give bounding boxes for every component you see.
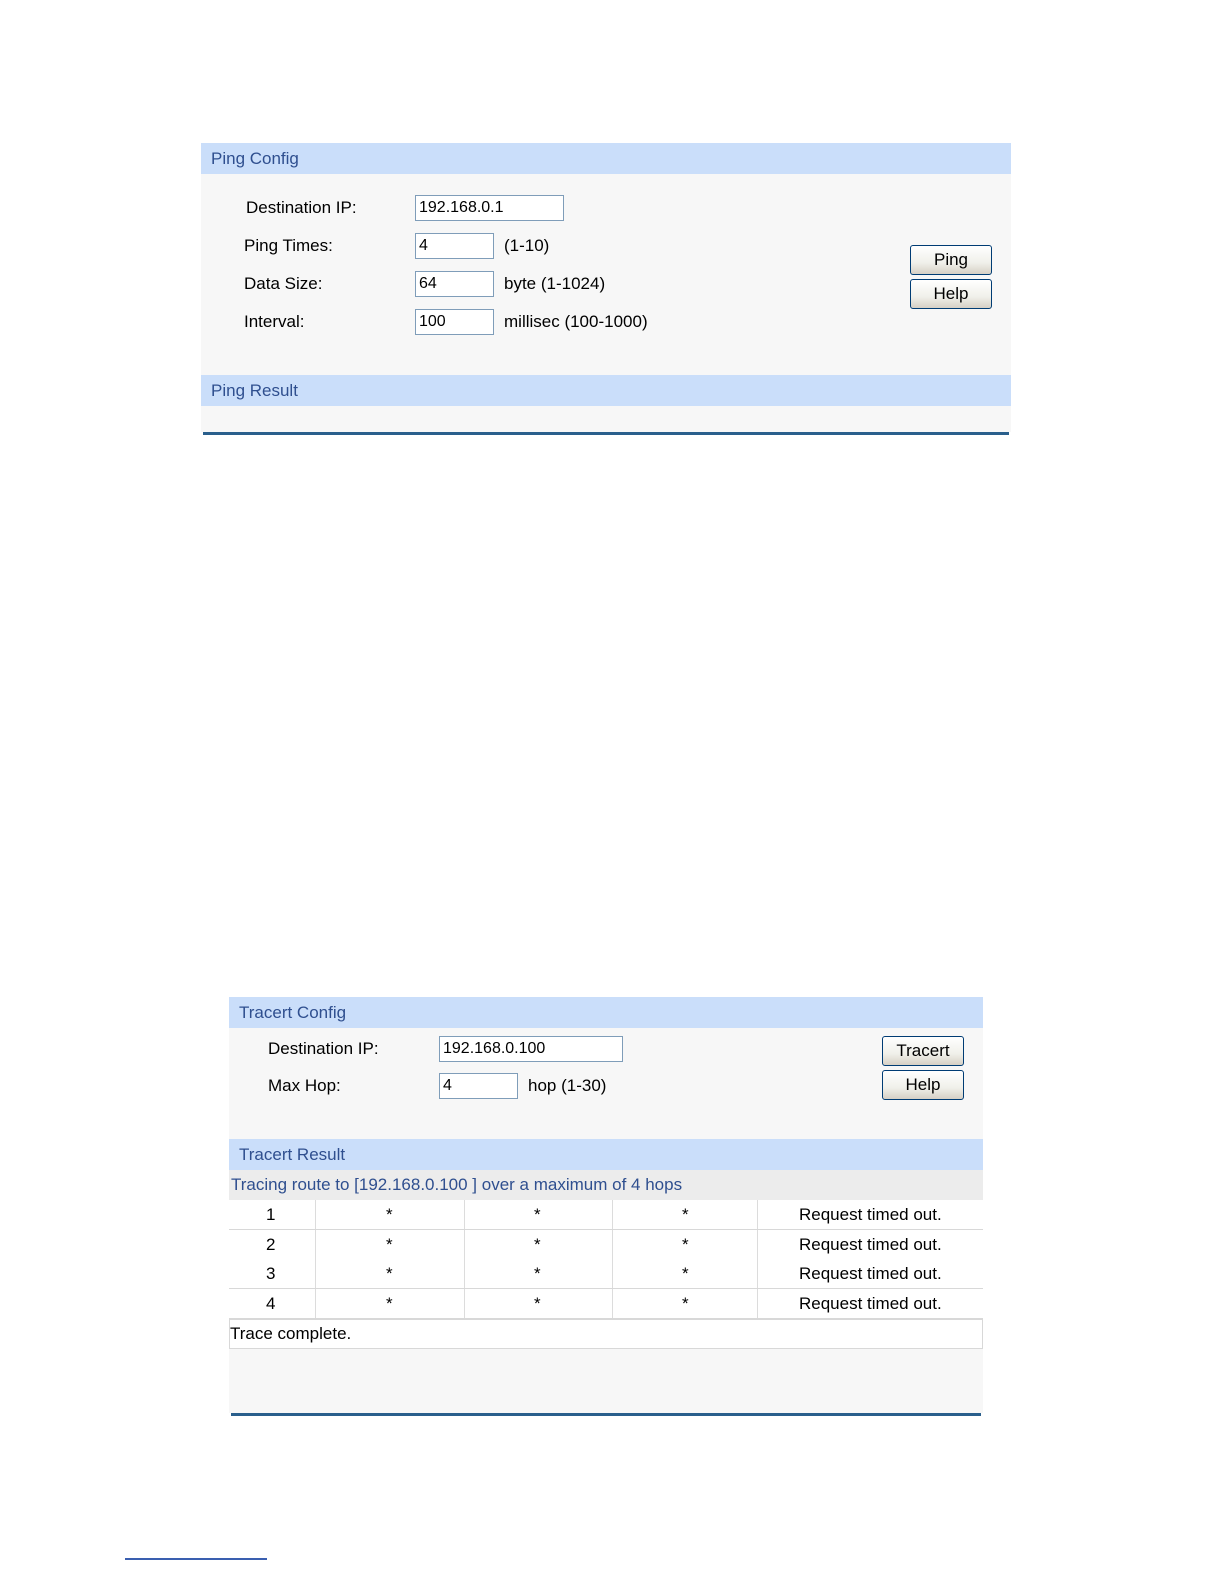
- ping-dest-ip-label: Destination IP:: [246, 198, 357, 217]
- ping-times-input[interactable]: [415, 233, 494, 259]
- hop-time-3: *: [682, 1294, 689, 1313]
- max-hop-range: hop (1-30): [528, 1076, 607, 1095]
- hop-time-3: *: [682, 1235, 689, 1254]
- interval-label: Interval:: [244, 312, 305, 331]
- hop-number: 3: [266, 1264, 276, 1283]
- hop-status: Request timed out.: [799, 1235, 942, 1254]
- tracing-route-line: Tracing route to [192.168.0.100 ] over a maximum of 4 hops: [229, 1170, 983, 1200]
- interval-range: millisec (100-1000): [504, 312, 648, 331]
- hop-time-3: *: [682, 1264, 689, 1283]
- tracert-config-header: Tracert Config: [229, 997, 983, 1028]
- tracert-result-divider: [231, 1413, 981, 1416]
- max-hop-label: Max Hop:: [268, 1076, 341, 1095]
- hop-status: Request timed out.: [799, 1264, 942, 1283]
- ping-result-divider: [203, 432, 1009, 435]
- table-row: [229, 1200, 983, 1230]
- hop-status: Request timed out.: [799, 1294, 942, 1313]
- data-size-input[interactable]: [415, 271, 494, 297]
- hop-number: 4: [266, 1294, 276, 1313]
- trace-complete-row: Trace complete.: [229, 1319, 983, 1349]
- hop-time-1: *: [386, 1294, 393, 1313]
- hop-time-1: *: [386, 1205, 393, 1224]
- hop-time-2: *: [534, 1264, 541, 1283]
- hop-number: 2: [266, 1235, 276, 1254]
- tracert-result-header: Tracert Result: [229, 1139, 983, 1170]
- hop-time-1: *: [386, 1264, 393, 1283]
- tracert-button[interactable]: Tracert: [882, 1036, 964, 1066]
- hop-status: Request timed out.: [799, 1205, 942, 1224]
- tracert-dest-ip-label: Destination IP:: [268, 1039, 379, 1058]
- ping-help-button[interactable]: Help: [910, 279, 992, 309]
- table-row: [229, 1259, 983, 1289]
- ping-result-body: [201, 406, 1011, 432]
- tracert-dest-ip-input[interactable]: [439, 1036, 623, 1062]
- hop-time-2: *: [534, 1235, 541, 1254]
- hop-time-1: *: [386, 1235, 393, 1254]
- ping-config-header: Ping Config: [201, 143, 1011, 174]
- ping-times-label: Ping Times:: [244, 236, 333, 255]
- table-row: [229, 1230, 983, 1260]
- tracert-help-button[interactable]: Help: [882, 1070, 964, 1100]
- ping-times-range: (1-10): [504, 236, 550, 255]
- hop-number: 1: [266, 1205, 276, 1224]
- table-row: [229, 1289, 983, 1319]
- hop-time-2: *: [534, 1205, 541, 1224]
- interval-input[interactable]: [415, 309, 494, 335]
- data-size-range: byte (1-1024): [504, 274, 606, 293]
- max-hop-input[interactable]: [439, 1073, 518, 1099]
- ping-dest-ip-input[interactable]: [415, 195, 564, 221]
- hop-time-3: *: [682, 1205, 689, 1224]
- ping-result-header: Ping Result: [201, 375, 1011, 406]
- ping-button[interactable]: Ping: [910, 245, 992, 275]
- tracert-result-body: [229, 1349, 983, 1413]
- hop-time-2: *: [534, 1294, 541, 1313]
- footer-rule: [125, 1558, 267, 1560]
- data-size-label: Data Size:: [244, 274, 323, 293]
